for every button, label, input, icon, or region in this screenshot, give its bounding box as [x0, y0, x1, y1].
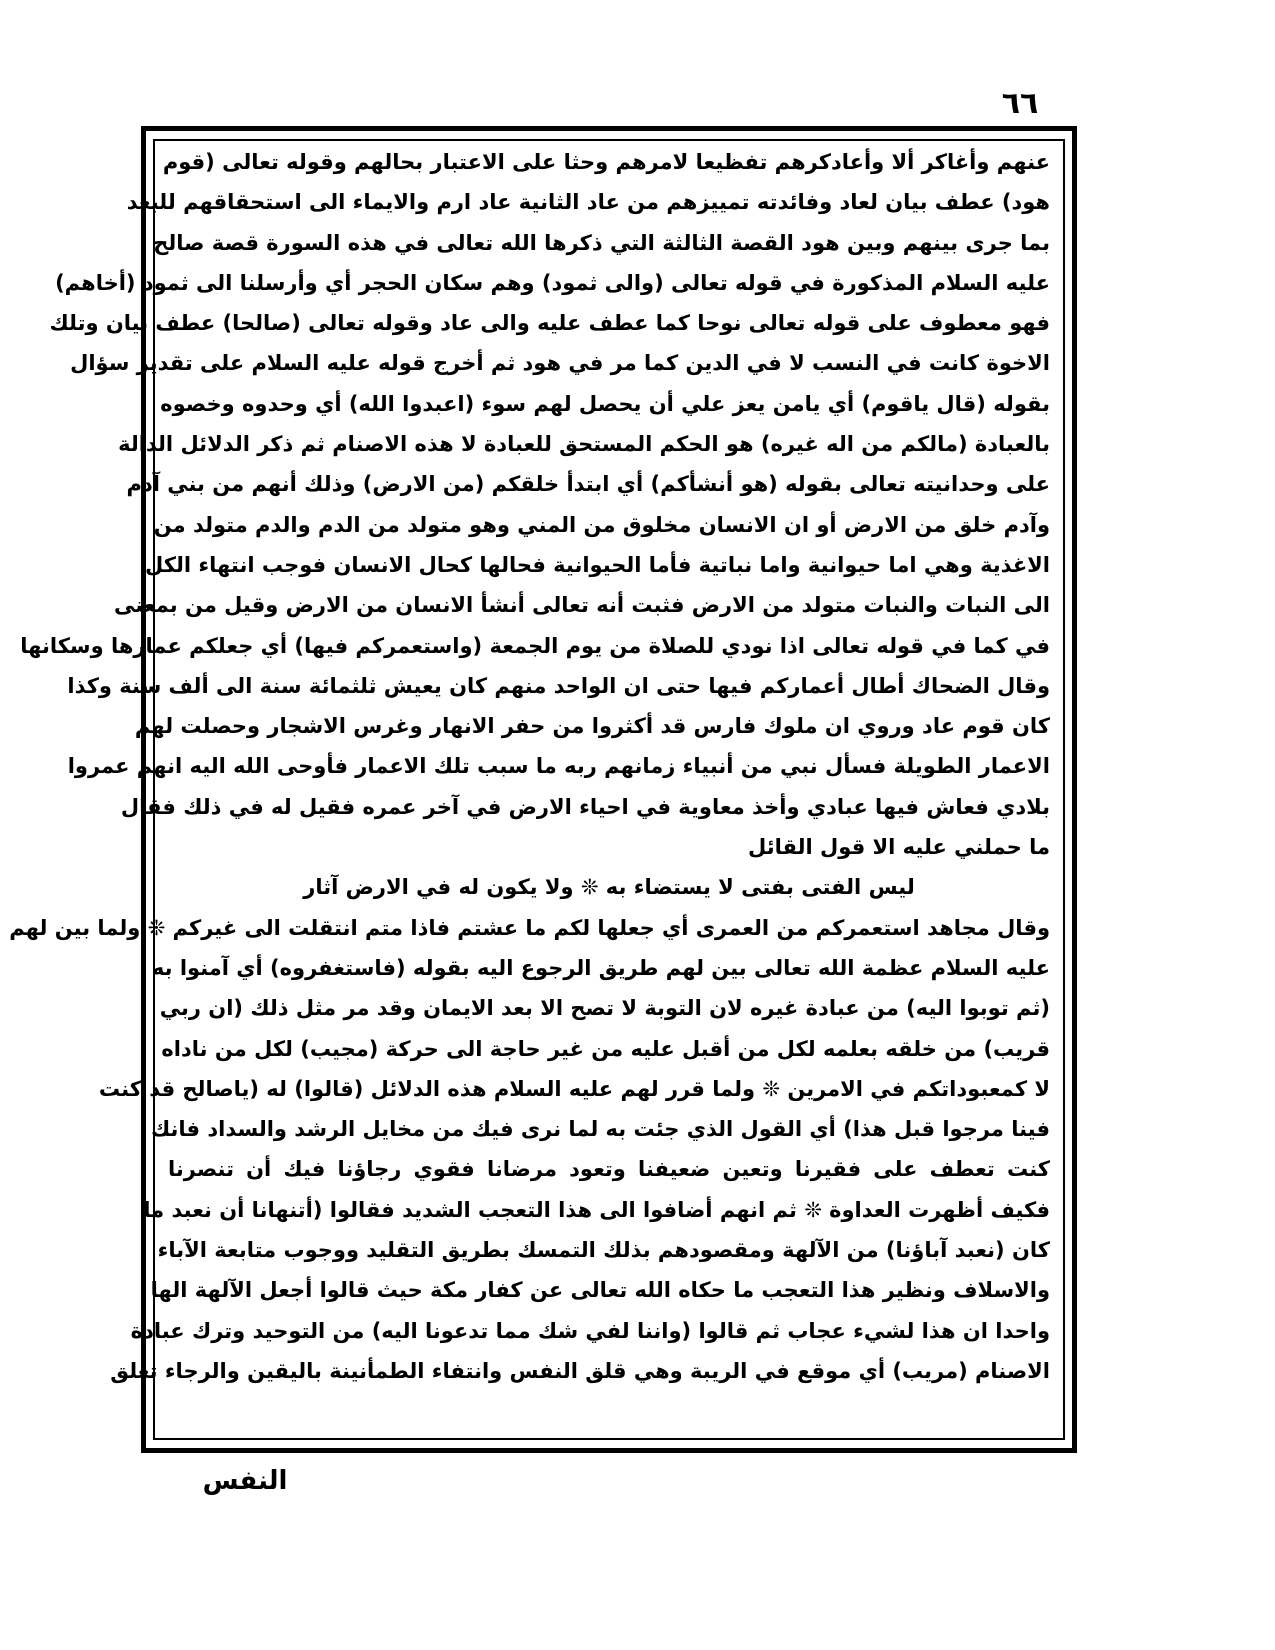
text-line: في كما في قوله تعالى اذا نودي للصلاة من يوم الجمعة (واستعمركم فيها) أي جعلكم عمارها وسكانها [20, 633, 1050, 658]
text-line: بلادي فعاش فيها عبادي وأخذ معاوية في احياء الارض في آخر عمره فقيل له في ذلك فقال [120, 794, 1050, 819]
text-line: بالعبادة (مالكم من اله غيره) هو الحكم المستحق للعبادة لا هذه الاصنام ثم ذكر الدلائل الدالة [118, 432, 1050, 457]
text-line: الاغذية وهي اما حيوانية واما نباتية فأما الحيوانية فحالها كحال الانسان فوجب انتهاء الكل [145, 552, 1050, 577]
text-line: فكيف أظهرت العداوة ❊ ثم انهم أضافوا الى هذا التعجب الشديد فقالوا (أتنهانا أن نعبد ما [143, 1197, 1050, 1222]
text-line: كان قوم عاد وروي ان ملوك فارس قد أكثروا من حفر الانهار وغرس الاشجار وحصلت لهم [134, 714, 1050, 739]
main-text [9, 142, 1050, 1434]
text-line: وقال مجاهد استعمركم من العمرى أي جعلها لكم ما عشتم فاذا متم انتقلت الى غيركم ❊ ولما بين لهم [9, 915, 1050, 940]
text-line: عليه السلام عظمة الله تعالى بين لهم طريق الرجوع اليه بقوله (فاستغفروه) أي آمنوا به [151, 955, 1050, 980]
text-line: وقال الضحاك أطال أعماركم فيها حتى ان الواحد منهم كان يعيش ثلثمائة سنة الى ألف سنة وكذا [67, 673, 1050, 698]
text-line: هود) عطف بيان لعاد وفائدته تمييزهم من عاد الثانية عاد ارم والايماء الى استحقاقهم للبعد [126, 190, 1050, 215]
text-line: كنت تعطف على فقيرنا وتعين ضعيفنا وتعود مرضانا فقوي رجاؤنا فيك أن تنصرنا [168, 1157, 1050, 1182]
text-line: واحدا ان هذا لشيء عجاب ثم قالوا (واننا لفي شك مما تدعونا اليه) من التوحيد وترك عبادة [130, 1318, 1050, 1343]
catchword: النفس [202, 1466, 288, 1496]
text-line: (ثم توبوا اليه) من عبادة غيره لان التوبة لا تصح الا بعد الايمان وقد مر مثل ذلك (ان ربي [159, 996, 1050, 1021]
text-line: فينا مرجوا قبل هذا) أي القول الذي جئت به لما نرى فيك من مخايل الرشد والسداد فانك [150, 1117, 1050, 1142]
text-line: الاعمار الطويلة فسأل نبي من أنبياء زمانهم ربه ما سبب تلك الاعمار فأوحى الله اليه انهم عمروا [67, 754, 1050, 779]
text-line: قريب) من خلقه بعلمه لكل من أقبل عليه من غير حاجة الى حركة (مجيب) لكل من ناداه [161, 1036, 1050, 1061]
text-line: الاصنام (مريب) أي موقع في الريبة وهي قلق النفس وانتفاء الطمأنينة باليقين والرجاء تعلق [110, 1358, 1050, 1383]
text-line: الى النبات والنبات متولد من الارض فثبت أنه تعالى أنشأ الانسان من الارض وقيل من بمعنى [114, 593, 1050, 618]
text-line: بقوله (قال ياقوم) أي يامن يعز علي أن يحصل لهم سوء (اعبدوا الله) أي وحدوه وخصوه [160, 391, 1050, 416]
text-line: لا كمعبوداتكم في الامرين ❊ ولما قرر لهم عليه السلام هذه الدلائل (قالوا) له (ياصالح قد كنت [98, 1076, 1050, 1101]
text-line: بما جرى بينهم وبين هود القصة الثالثة التي ذكرها الله تعالى في هذه السورة قصة صالح [153, 230, 1050, 255]
text-line: وآدم خلق من الارض أو ان الانسان مخلوق من المني وهو متولد من الدم والدم متولد من [153, 512, 1050, 537]
text-line: والاسلاف ونظير هذا التعجب ما حكاه الله تعالى عن كفار مكة حيث قالوا أجعل الآلهة الها [150, 1278, 1050, 1303]
poetry-verse: ليس الفتى بفتى لا يستضاء به ❊ ولا يكون له في الارض آثار [303, 875, 915, 900]
text-line: كان (نعبد آباؤنا) من الآلهة ومقصودهم بذلك التمسك بطريق التقليد ووجوب متابعة الآباء [157, 1238, 1050, 1263]
text-line: عنهم وأغاكر ألا وأعادكرهم تفظيعا لامرهم وحثا على الاعتبار بحالهم وقوله تعالى (قوم [162, 150, 1050, 174]
text-line: ما حملني عليه الا قول القائل [748, 835, 1050, 860]
text-line: الاخوة كانت في النسب لا في الدين كما مر في هود ثم أخرج قوله عليه السلام على تقدير سؤال [70, 351, 1050, 376]
text-line: عليه السلام المذكورة في قوله تعالى (والى ثمود) وهم سكان الحجر أي وأرسلنا الى ثمود (أخاهم) [55, 270, 1050, 295]
page-number: ٦٦ [1001, 86, 1039, 121]
text-line: فهو معطوف على قوله تعالى نوحا كما عطف عليه والى عاد وقوله تعالى (صالحا) عطف بيان وتلك [49, 311, 1050, 336]
text-line: على وحدانيته تعالى بقوله (هو أنشأكم) أي ابتدأ خلقكم (من الارض) وذلك أنهم من بني آدم [126, 472, 1050, 497]
